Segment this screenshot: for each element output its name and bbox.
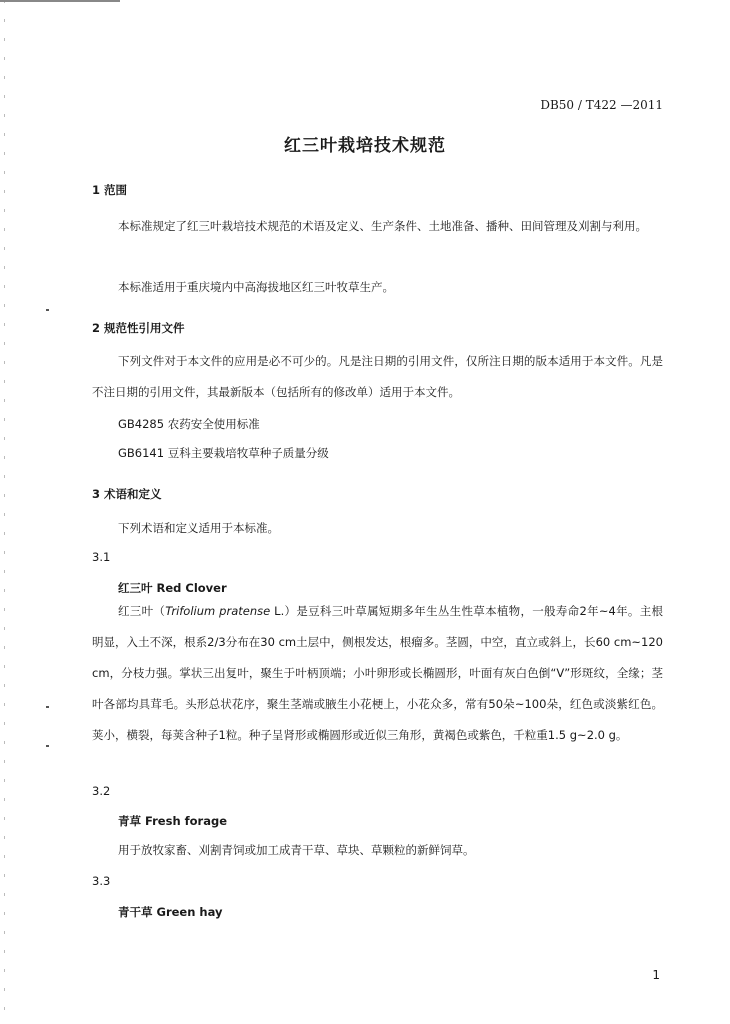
scan-dot: [46, 706, 49, 708]
reference-gb4285: GB4285 农药安全使用标准: [118, 417, 260, 431]
term-3-3-title: 青干草 Green hay: [118, 905, 223, 919]
document-title: 红三叶栽培技术规范: [284, 136, 446, 156]
section-1-heading: 1 范围: [92, 183, 128, 197]
term-3-1-number: 3.1: [92, 550, 111, 564]
term-3-1-def-prefix: 红三叶（: [118, 604, 166, 618]
term-3-3-number: 3.3: [92, 874, 111, 888]
term-3-1-definition: [92, 596, 663, 751]
term-3-1-def-rest: L.）是豆科三叶草属短期多年生丛生性草本植物，一般寿命2年~4年。主根明显，入土不深，根系2/3分布在30 cm土层中，侧根发达，根瘤多。茎圆，中空，直立或斜上，长60 cm~120 cm，分枝力强。掌状三出复叶，聚生于叶柄顶端；小叶卵形或长椭圆形，叶面有灰白色倒“V”形斑纹，全缘；茎叶各部均具茸毛。头形总状花序，聚生茎端或腋生小花梗上，小花众多，常有50朵~100朵，红色或淡紫红色。荚小，横裂，每荚含种子1粒。种子呈肾形或椭圆形或近似三角形，黄褐色或紫色，千粒重1.5 g~2.0 g。: [92, 604, 664, 742]
section-2-paragraph: 下列文件对于本文件的应用是必不可少的。凡是注日期的引用文件，仅所注日期的版本适用于本文件。凡是不注日期的引用文件，其最新版本（包括所有的修改单）适用于本文件。: [92, 354, 663, 399]
reference-gb6141: GB6141 豆科主要栽培牧草种子质量分级: [118, 446, 329, 460]
section-1-paragraph-1: 本标准规定了红三叶栽培技术规范的术语及定义、生产条件、土地准备、播种、田间管理及刈割与利用。: [118, 219, 647, 233]
latin-name: Trifolium pratense: [165, 604, 271, 618]
term-3-2-definition: 用于放牧家畜、刈割青饲或加工成青干草、草块、草颗粒的新鲜饲草。: [118, 843, 475, 857]
section-3-intro: 下列术语和定义适用于本标准。: [118, 521, 279, 535]
scan-top-rule: [0, 0, 120, 2]
page-number: 1: [652, 968, 660, 982]
section-3-heading: 3 术语和定义: [92, 487, 162, 501]
scan-dot: [46, 745, 49, 747]
term-3-1-title: 红三叶 Red Clover: [118, 581, 227, 595]
term-3-2-number: 3.2: [92, 784, 111, 798]
section-2-heading: 2 规范性引用文件: [92, 321, 185, 335]
scan-dot: [46, 309, 49, 311]
term-3-2-title: 青草 Fresh forage: [118, 814, 227, 828]
section-1-paragraph-2: 本标准适用于重庆境内中高海拔地区红三叶牧草生产。: [118, 280, 394, 294]
standard-number: DB50 / T422 —2011: [540, 98, 663, 112]
